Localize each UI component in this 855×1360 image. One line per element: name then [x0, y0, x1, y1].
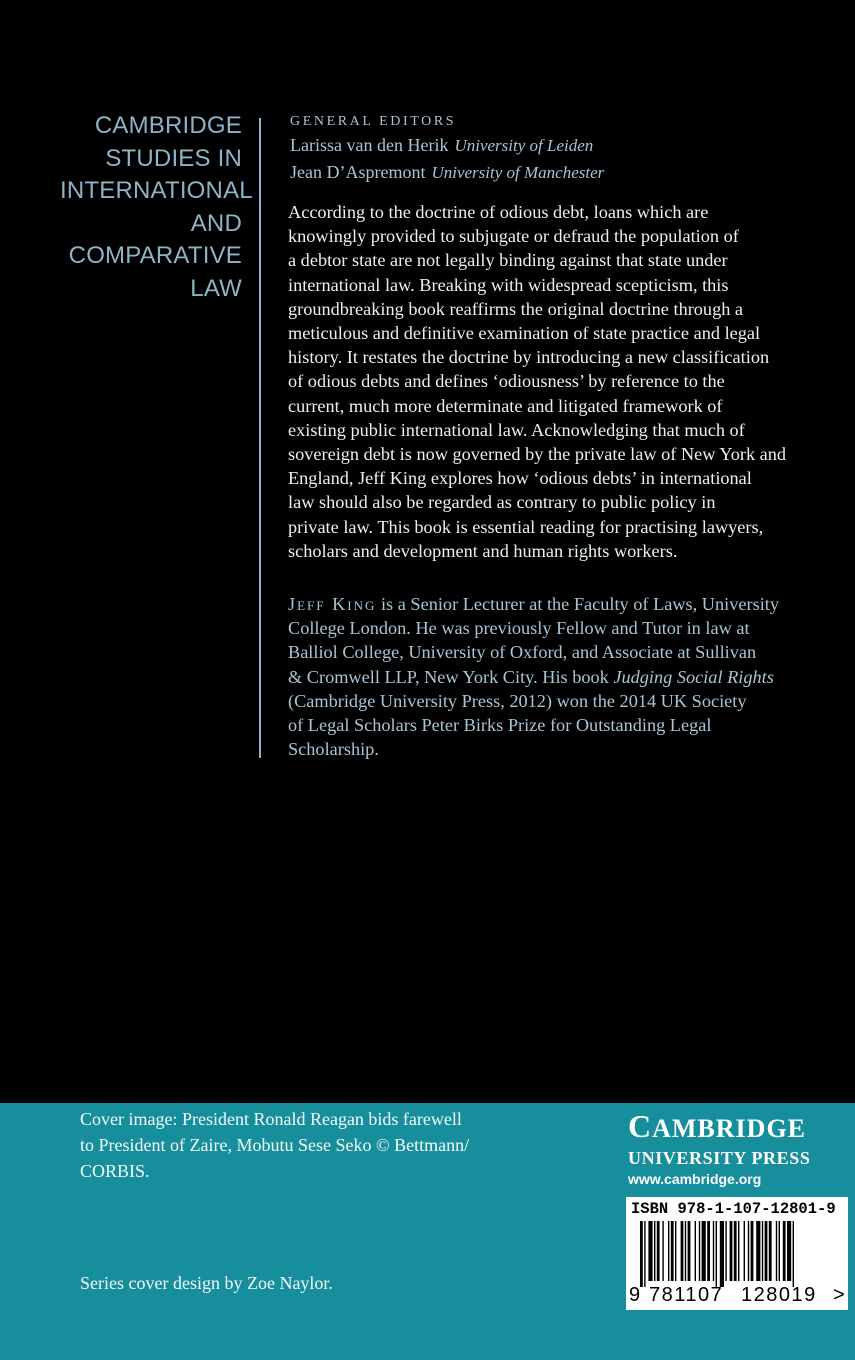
book-title: Judging Social Rights	[613, 666, 774, 687]
divider-line	[259, 118, 261, 758]
barcode-bar	[640, 1221, 643, 1287]
barcode-bar	[671, 1221, 674, 1281]
barcode-bar	[702, 1221, 706, 1281]
barcode-bar	[644, 1221, 645, 1287]
barcode-bar	[716, 1221, 717, 1287]
bio-line	[288, 665, 828, 689]
barcode-bar	[648, 1221, 652, 1281]
barcode-bar	[744, 1221, 745, 1281]
description-line: of odious debts and defines ‘odiousness’ by reference to the	[288, 371, 725, 392]
barcode-bar	[769, 1221, 772, 1281]
cover-credit-line: CORBIS.	[80, 1161, 150, 1181]
barcode-bar	[793, 1221, 794, 1287]
bio-text: & Cromwell LLP, New York City. His book	[288, 666, 614, 687]
description-line: sovereign debt is now governed by the private law of New York and	[288, 444, 787, 465]
barcode-bar	[779, 1221, 780, 1281]
barcode-bar	[695, 1221, 696, 1281]
description-line: knowingly provided to subjugate or defraud the population of	[288, 226, 739, 247]
description-line: a debtor state are not legally binding against that state under	[288, 250, 728, 271]
editor-name: Jean D’Aspremont	[290, 162, 426, 182]
description-line: private law. This book is essential reading for practising lawyers,	[288, 516, 764, 537]
publisher-name: CAMBRIDGE	[628, 1108, 807, 1144]
description-line: According to the doctrine of odious debt, loans which are	[288, 202, 709, 222]
barcode-bar	[762, 1221, 763, 1281]
publisher-subtitle: UNIVERSITY PRESS	[628, 1148, 811, 1168]
general-editors-heading: GENERAL EDITORS	[290, 114, 457, 129]
bio-text: is a Senior Lecturer at the Faculty of Laws, University	[376, 594, 779, 614]
barcode-bar	[765, 1221, 768, 1281]
series-title	[60, 110, 253, 305]
barcode-bar	[720, 1221, 724, 1287]
barcode-digit-group: 781107	[649, 1284, 724, 1306]
barcode-bar	[725, 1221, 726, 1281]
publisher-logo	[628, 1108, 810, 1189]
barcode-digit-group: >	[833, 1284, 845, 1306]
series-title-line: COMPARATIVE	[68, 242, 242, 269]
editor-name: Larissa van den Herik	[290, 135, 449, 155]
general-editors	[290, 112, 604, 186]
barcode-bar	[738, 1221, 739, 1281]
barcode-bar	[675, 1221, 676, 1281]
barcode-bar	[748, 1221, 749, 1281]
series-design-credit: Series cover design by Zoe Naylor.	[80, 1273, 333, 1293]
barcode-bar	[685, 1221, 686, 1281]
barcode-bar	[734, 1221, 737, 1281]
barcode-bar	[699, 1221, 700, 1281]
description-line: current, much more determinate and litigated framework of	[288, 395, 723, 416]
description-line: existing public international law. Acknowledging that much of	[288, 419, 745, 440]
bio-line: Balliol College, University of Oxford, and Associate at Sullivan	[288, 642, 757, 663]
series-title-line: LAW	[190, 274, 242, 302]
cover-credit-line: to President of Zaire, Mobutu Sese Seko © Bettmann/	[80, 1135, 470, 1155]
description-line: international law. Breaking with widespread scepticism, this	[288, 274, 729, 295]
series-title-line: INTERNATIONAL	[60, 177, 253, 204]
barcode-bar	[730, 1221, 733, 1281]
barcode-digit-group: 9	[629, 1284, 641, 1306]
bio-line: College London. He was previously Fellow and Tutor in law at	[288, 618, 750, 639]
barcode-bar	[662, 1221, 663, 1281]
series-title-line: CAMBRIDGE	[94, 112, 242, 139]
barcode-bar	[681, 1221, 684, 1281]
editor-entry	[290, 159, 604, 186]
author-name: Jeff King	[288, 594, 377, 614]
barcode-bar	[776, 1221, 777, 1281]
author-bio	[288, 592, 828, 761]
bio-line: Scholarship.	[288, 739, 379, 760]
barcode-digit-group: 128019	[741, 1284, 817, 1306]
description-line: law should also be regarded as contrary to public policy in	[288, 492, 716, 513]
editor-affiliation: University of Manchester	[431, 163, 605, 182]
barcode-bar	[707, 1221, 710, 1281]
barcode-bar	[783, 1221, 786, 1281]
cover-credit-line: Cover image: President Ronald Reagan bids farewell	[80, 1109, 462, 1129]
barcode-bar	[688, 1221, 691, 1281]
barcode-bar	[756, 1221, 760, 1281]
description-line: England, Jeff King explores how ‘odious debts’ in international	[288, 468, 752, 489]
barcode-bar	[657, 1221, 660, 1281]
isbn-barcode	[626, 1197, 848, 1310]
barcode-bar	[654, 1221, 655, 1281]
cover-credit	[80, 1106, 469, 1184]
barcode-bar	[787, 1221, 791, 1281]
series-title-line: AND	[190, 209, 242, 237]
series-title-line: STUDIES IN	[105, 144, 242, 172]
description-line: groundbreaking book reaffirms the original doctrine through a	[288, 298, 744, 319]
description-line: history. It restates the doctrine by introducing a new classification	[288, 347, 770, 368]
bio-line	[288, 592, 828, 616]
description-line: meticulous and definitive examination of state practice and legal	[288, 323, 761, 344]
editor-affiliation: University of Leiden	[454, 136, 594, 155]
barcode-bar	[713, 1221, 714, 1281]
bio-line: of Legal Scholars Peter Birks Prize for Outstanding Legal	[288, 715, 712, 736]
barcode-bar	[668, 1221, 669, 1281]
barcode-bar	[751, 1221, 754, 1281]
description-line: scholars and development and human rights workers.	[288, 540, 678, 561]
barcode-bars-icon	[640, 1221, 836, 1287]
editor-entry	[290, 132, 604, 159]
bio-line: (Cambridge University Press, 2012) won the 2014 UK Society	[288, 690, 747, 711]
publisher-url: www.cambridge.org	[628, 1171, 762, 1187]
book-description	[288, 200, 828, 563]
isbn-label: ISBN 978-1-107-12801-9	[631, 1200, 836, 1218]
